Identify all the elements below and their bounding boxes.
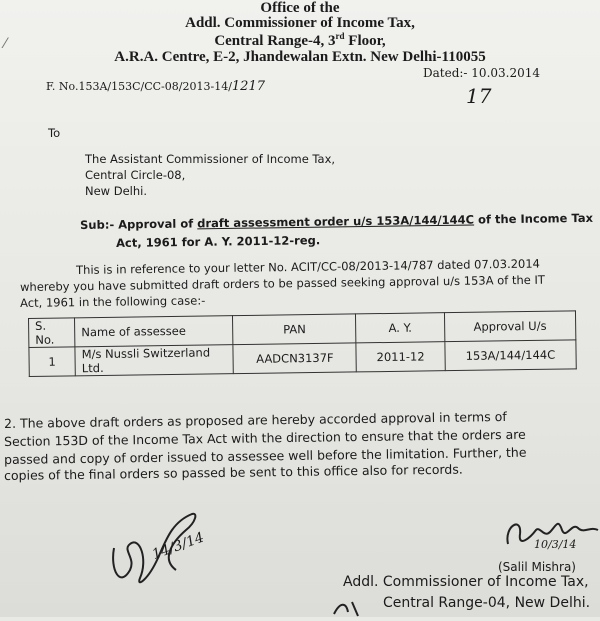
addressee-line-3: New Delhi. bbox=[85, 184, 148, 198]
dated: Dated:- 10.03.2014 bbox=[423, 66, 540, 80]
subject-line-1: Sub:- Approval of draft assessment order u/s 153A/144/144C of the Income Tax bbox=[80, 210, 594, 232]
file-number: F. No.153A/153C/CC-08/2013-14/1217 bbox=[46, 79, 265, 94]
office-address: A.R.A. Centre, E-2, Jhandewalan Extn. New Delhi-110055 bbox=[114, 49, 486, 65]
to-label: To bbox=[48, 126, 61, 140]
table-row bbox=[29, 340, 576, 377]
column-header-pan: PAN bbox=[233, 314, 356, 345]
case-table bbox=[28, 310, 577, 377]
handwritten-date-left: 14/3/14 bbox=[150, 529, 207, 564]
cell-assessee: M/s Nussli Switzerland Ltd. bbox=[75, 345, 234, 376]
office-title: Addl. Commissioner of Income Tax, bbox=[185, 15, 415, 31]
corner-mark-icon: ⁄ bbox=[4, 36, 7, 52]
column-header-ay: A. Y. bbox=[356, 313, 445, 343]
para2-line-3: passed and copy of order issued to assessee well before the limitation. Further, the bbox=[4, 444, 527, 467]
cell-ay: 2011-12 bbox=[356, 342, 445, 372]
para1-line-1: This is in reference to your letter No. ACIT/CC-08/2013-14/787 dated 07.03.2014 bbox=[76, 256, 541, 277]
para1-line-2: whereby you have submitted draft orders to be passed seeking approval u/s 153A of the IT bbox=[20, 272, 545, 294]
addressee-line-1: The Assistant Commissioner of Income Tax, bbox=[85, 152, 336, 166]
margin-handwritten-number: 17 bbox=[466, 84, 492, 108]
column-header-sno: S. No. bbox=[29, 318, 76, 348]
para2-line-4: copies of the final orders so passed be sent to this office also for records. bbox=[4, 461, 463, 483]
subject-line-2: Act, 1961 for A. Y. 2011-12-reg. bbox=[116, 233, 321, 250]
signatory-office: Central Range-04, New Delhi. bbox=[383, 595, 591, 611]
para2-line-2: Section 153D of the Income Tax Act with the direction to ensure that the orders are bbox=[4, 426, 526, 449]
column-header-approval: Approval U/s bbox=[444, 311, 576, 342]
office-floor: Central Range-4, 3rd Floor, bbox=[214, 31, 386, 49]
file-number-handwritten: 1217 bbox=[231, 79, 265, 94]
column-header-name: Name of assessee bbox=[75, 316, 234, 347]
office-line: Office of the bbox=[260, 0, 340, 16]
signatory-title: Addl. Commissioner of Income Tax, bbox=[343, 574, 589, 590]
cell-sno: 1 bbox=[29, 347, 76, 377]
signatory-name: (Salil Mishra) bbox=[498, 560, 576, 574]
cell-pan: AADCN3137F bbox=[233, 343, 356, 374]
cell-approval: 153A/144/144C bbox=[445, 340, 577, 371]
addressee-line-2: Central Circle-08, bbox=[85, 168, 186, 182]
bottom-scribble bbox=[330, 598, 370, 617]
para1-line-3: Act, 1961 in the following case:- bbox=[20, 293, 206, 310]
para2-line-1: 2. The above draft orders as proposed are hereby accorded approval in terms of bbox=[4, 408, 507, 431]
handwritten-date-right: 10/3/14 bbox=[534, 538, 577, 551]
